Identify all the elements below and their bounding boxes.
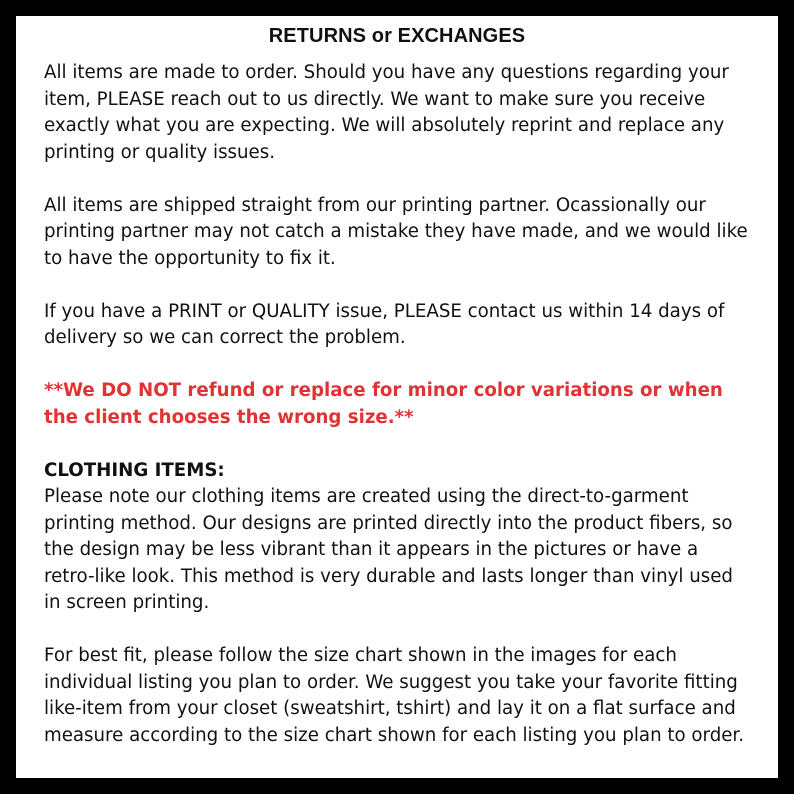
- clothing-paragraph: Please note our clothing items are created using the direct-to-garment printing method. Our designs are printed directly into the product fibers, so the design may be less vibrant than it appears in the pictures or have a retro-like look. This method is very durable and lasts longer than vinyl used in screen printing.: [44, 486, 733, 613]
- clothing-heading: CLOTHING ITEMS:: [44, 459, 225, 481]
- policy-body: [44, 60, 750, 749]
- clothing-section: [44, 458, 750, 617]
- contact-paragraph: If you have a PRINT or QUALITY issue, PLEASE contact us within 14 days of delivery so we can correct the problem.: [44, 300, 725, 348]
- returns-policy-panel: [16, 16, 778, 778]
- no-refund-warning: **We DO NOT refund or replace for minor color variations or when the client chooses the wrong size.**: [44, 380, 723, 428]
- fit-paragraph: For best fit, please follow the size chart shown in the images for each individual listing you plan to order. We suggest you take your favorite fitting like-item from your closet (sweatshirt, tshirt) and lay it on a flat surface and measure according to the size chart shown for each listing you plan to order.: [44, 645, 745, 746]
- page-title: RETURNS or EXCHANGES: [268, 25, 526, 47]
- shipping-paragraph: All items are shipped straight from our printing partner. Ocassionally our printing partner may not catch a mistake they have made, and we would like to have the opportunity to fix it.: [44, 194, 748, 269]
- intro-paragraph: All items are made to order. Should you have any questions regarding your item, PLEASE reach out to us directly. We want to make sure you receive exactly what you are expecting. We will absolutely reprint and replace any printing or quality issues.: [44, 62, 729, 163]
